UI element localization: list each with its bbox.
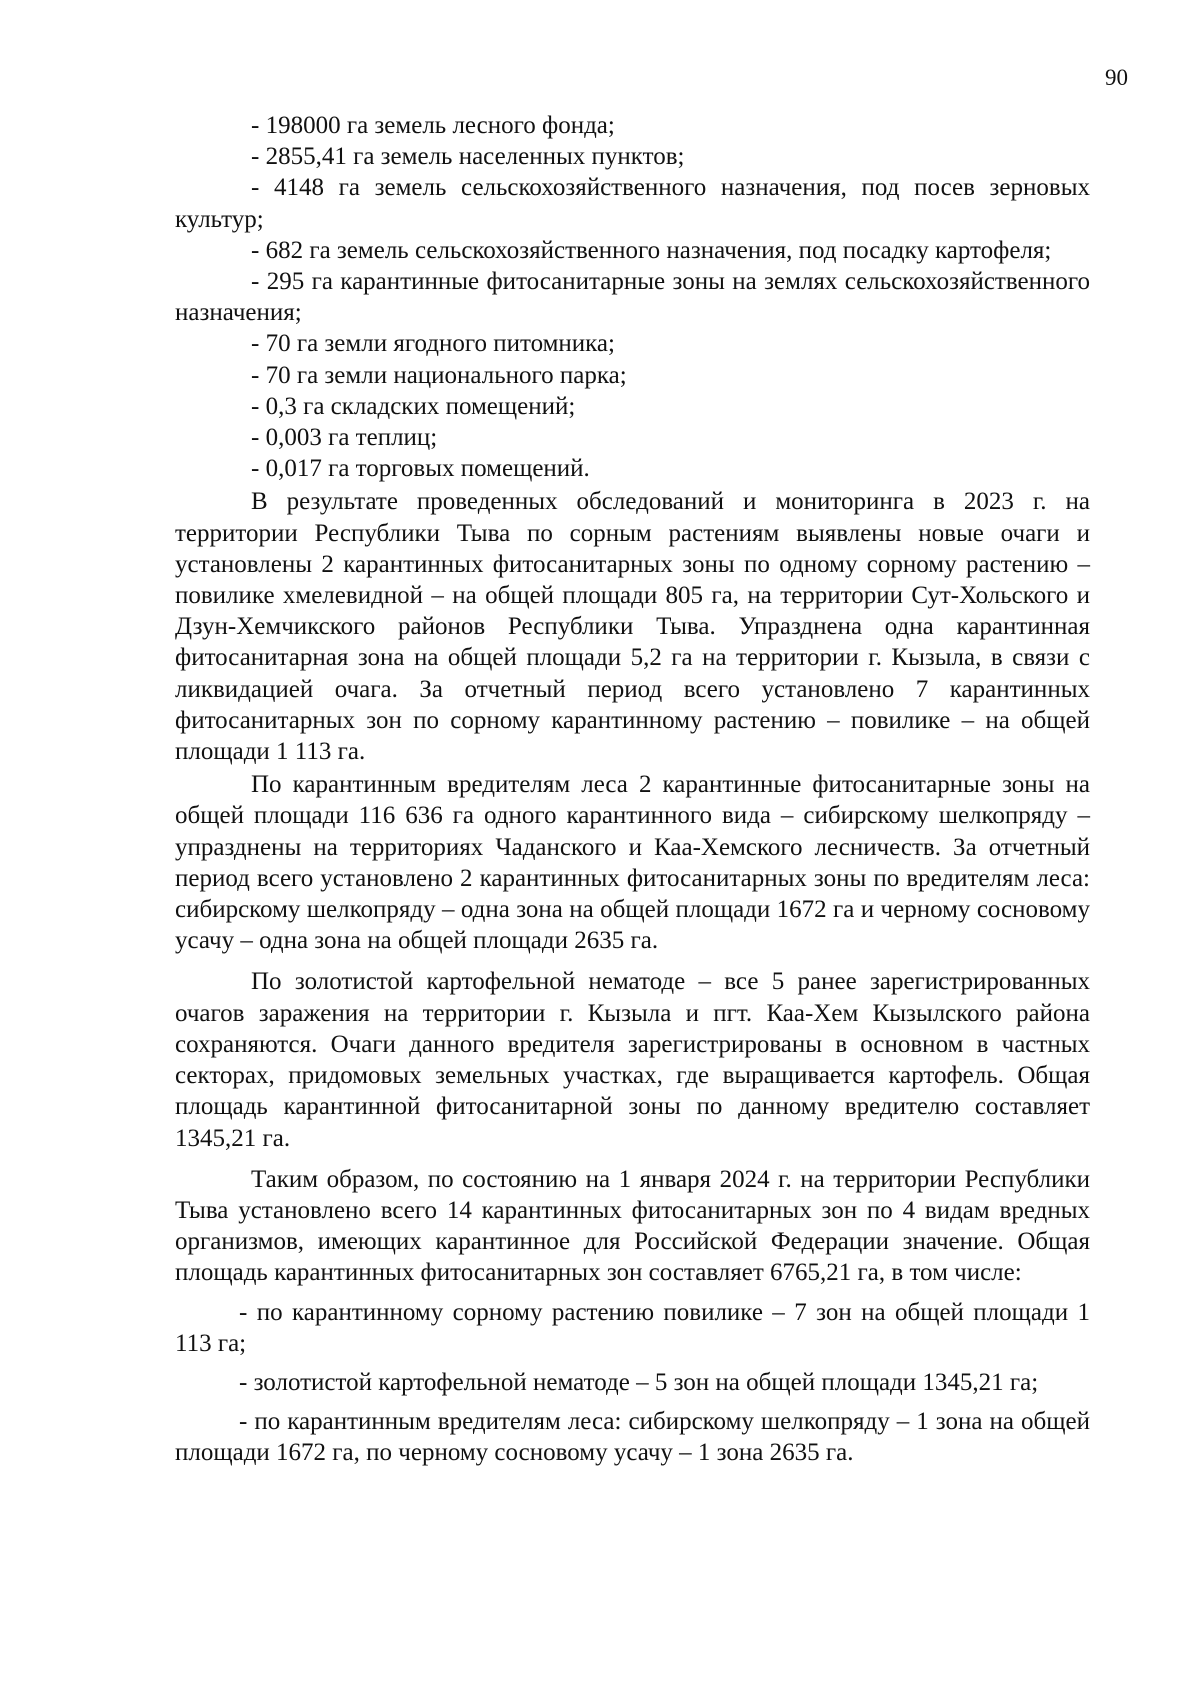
- summary-item: - по карантинным вредителям леса: сибирскому шелкопряду – 1 зона на общей площади 1672 га, по черному сосновому усачу – 1 зона 2635 га.: [175, 1408, 1090, 1467]
- land-item: - 70 га земли ягодного питомника;: [251, 330, 615, 358]
- land-item: - 2855,41 га земель населенных пунктов;: [251, 143, 685, 171]
- land-category-list: [175, 110, 1090, 484]
- paragraph-weed-survey: В результате проведенных обследований и мониторинга в 2023 г. на территории Республики Тыва по сорным растениям выявлены новые очаги и установлены 2 карантинных фитосанитарных зоны по одному сорному растению – повилике хмелевидной – на общей площади 805 га, на территории Сут-Хольского и Дзун-Хемчикского районов Республики Тыва. Упразднена одна карантинная фитосанитарная зона на общей площади 5,2 га на территории г. Кызыла, в связи с ликвидацией очага. За отчетный период всего установлено 7 карантинных фитосанитарных зон по сорному карантинному растению – повилике – на общей площади 1 113 га.: [175, 488, 1090, 766]
- paragraph-summary: Таким образом, по состоянию на 1 января 2024 г. на территории Республики Тыва установлено всего 14 карантинных фитосанитарных зон по 4 видам вредных организмов, имеющих карантинное для Российской Федерации значение. Общая площадь карантинных фитосанитарных зон составляет 6765,21 га, в том числе:: [175, 1165, 1090, 1287]
- summary-item: - по карантинному сорному растению повилике – 7 зон на общей площади 1 113 га;: [175, 1298, 1090, 1357]
- land-item: - 0,3 га складских помещений;: [251, 392, 576, 420]
- paragraph-potato-nematode: По золотистой картофельной нематоде – все 5 ранее зарегистрированных очагов заражения на территории г. Кызыла и пгт. Каа-Хем Кызылского района сохраняются. Очаги данного вредителя зарегистрированы в основном в частных секторах, придомовых земельных участках, где выращивается картофель. Общая площадь карантинной фитосанитарной зоны по данному вредителю составляет 1345,21 га.: [175, 968, 1090, 1152]
- land-item: - 4148 га земель сельскохозяйственного назначения, под посев зерновых культур;: [175, 174, 1090, 233]
- page-number: 90: [1105, 65, 1128, 90]
- paragraph-forest-pests: По карантинным вредителям леса 2 карантинные фитосанитарные зоны на общей площади 116 636 га одного карантинного вида – сибирскому шелкопряду – упразднены на территориях Чаданского и Каа-Хемского лесничеств. За отчетный период всего установлено 2 карантинных фитосанитарных зоны по вредителям леса: сибирскому шелкопряду – одна зона на общей площади 1672 га и черному сосновому усачу – одна зона на общей площади 2635 га.: [175, 771, 1090, 955]
- land-item: - 70 га земли национального парка;: [251, 361, 627, 389]
- summary-item: - золотистой картофельной нематоде – 5 зон на общей площади 1345,21 га;: [239, 1368, 1039, 1396]
- land-item: - 198000 га земель лесного фонда;: [251, 112, 615, 139]
- land-item: - 0,017 га торговых помещений.: [251, 455, 590, 483]
- land-item: - 295 га карантинные фитосанитарные зоны на землях сельскохозяйственного назначения;: [175, 268, 1090, 327]
- land-item: - 0,003 га теплиц;: [251, 424, 438, 452]
- land-item: - 682 га земель сельскохозяйственного назначения, под посадку картофеля;: [251, 236, 1052, 264]
- document-body: [175, 110, 1090, 1469]
- summary-list: [175, 1297, 1090, 1469]
